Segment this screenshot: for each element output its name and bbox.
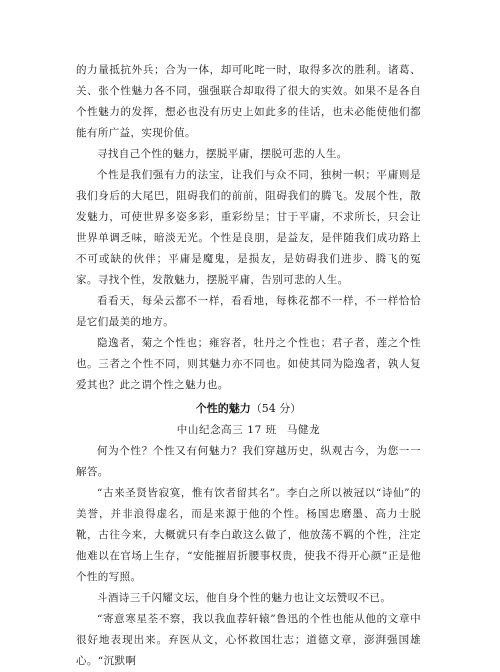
essay-byline [76,420,421,441]
essay-score: （54 分） [250,402,302,415]
paragraph: 的力量抵抗外兵；合为一体，却可叱咤一时，取得多次的胜利。诸葛、关、张个性魅力各不同，强强联合却取得了很大的实效。如果不是各自个性魅力的发挥，想必也没有历史上如此多的佳话，也未必能使他们都能有所广益，实现价值。 [76,64,421,139]
paragraph: 寻找自己个性的魅力，摆脱平庸，摆脱可悲的人生。 [97,148,348,160]
paragraph: 何为个性？个性又有何魅力？我们穿越历史，纵观古今，为您一一解答。 [76,445,421,478]
paragraph: 个性是我们强有力的法宝，让我们与众不同，独树一帜；平庸则是我们身后的大尾巴，阻碍我们的前前，阻碍我们的腾飞。发展个性，散发魅力，可使世界多姿多彩，重彩纷呈；甘于平庸，不求所长，只会让世界单调乏味，暗淡无光。个性是良朋，是益友，是伴随我们成功路上不可或缺的伙伴；平庸是魔鬼，是损友，是妨碍我们进步、腾飞的冤家。寻找个性，发散魅力，摆脱平庸，告别可悲的人生。 [76,169,421,286]
paragraph: 看看天，每朵云都不一样，看看地，每株花都不一样，不一样恰恰是它们最美的地方。 [76,295,421,328]
essay-title [76,398,421,420]
paragraph: 隐逸者，菊之个性也；雍容者，牡丹之个性也；君子者，莲之个性也。三者之个性不同，则其魅力亦不同也。如使其同为隐逸者，孰人复爱其也？此之谓个性之魅力也。 [76,337,421,391]
paragraph: 斗酒诗三千闪耀文坛，他自身个性的魅力也让文坛赞叹不已。 [97,592,392,604]
document-body [76,60,421,672]
essay-school: 中山纪念高三 17 班 [176,424,277,436]
essay-author: 马健龙 [286,424,321,436]
paragraph: “寄意寒星荃不察，我以我血荐轩辕”鲁迅的个性也能从他的文章中很好地表现出来。弃医从文，心怀救国壮志；道德文章，澎湃强国雄心。“沉默啊 [76,613,421,667]
essay-title-text: 个性的魅力 [195,402,251,415]
paragraph: “古来圣贤皆寂寞，惟有饮者留其名”。李白之所以被冠以“诗仙”的美誉，并非浪得虚名，而是来源于他的个性。杨国忠磨墨、高力士脱靴，古往今来，大概就只有李白敢这么做了，他放荡不羁的个性，注定他难以在官场上生存，“安能摧眉折腰事权贵，使我不得开心颜”正是他个性的写照。 [76,487,421,583]
